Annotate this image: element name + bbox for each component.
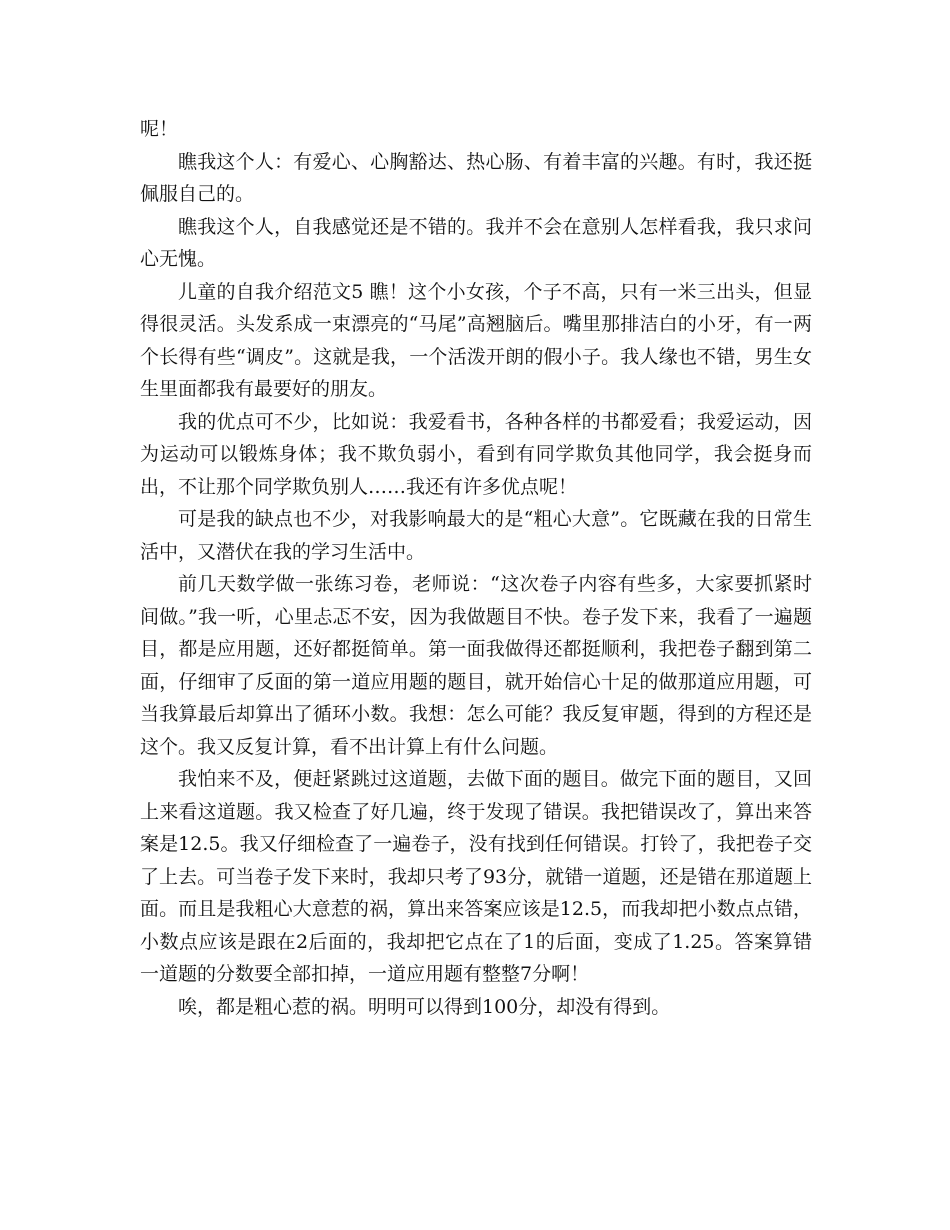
paragraph: 儿童的自我介绍范文5 瞧！这个小女孩，个子不高，只有一米三出头，但显得很灵活。头发系成一束漂亮的“马尾”高翘脑后。嘴里那排洁白的小牙，有一两个长得有些“调皮”。这就是我，一个活泼开朗的假小子。我人缘也不错，男生女生里面都我有最要好的朋友。 (140, 280, 812, 400)
paragraph: 呢！ (140, 118, 179, 140)
document-body (140, 113, 812, 1023)
paragraph: 我的优点可不少，比如说：我爱看书，各种各样的书都爱看；我爱运动，因为运动可以锻炼身体；我不欺负弱小，看到有同学欺负其他同学，我会挺身而出，不让那个同学欺负别人……我还有许多优点呢！ (140, 410, 812, 498)
paragraph: 前几天数学做一张练习卷，老师说：“这次卷子内容有些多，大家要抓紧时间做。”我一听，心里忐忑不安，因为我做题目不快。卷子发下来，我看了一遍题目，都是应用题，还好都挺简单。第一面我做得还都挺顺利，我把卷子翻到第二面，仔细审了反面的第一道应用题的题目，就开始信心十足的做那道应用题，可当我算最后却算出了循环小数。我想：怎么可能？我反复审题，得到的方程还是这个。我又反复计算，看不出计算上有什么问题。 (140, 573, 812, 758)
paragraph: 唉，都是粗心惹的祸。明明可以得到100分，却没有得到。 (178, 995, 671, 1018)
paragraph: 瞧我这个人，自我感觉还是不错的。我并不会在意别人怎样看我，我只求问心无愧。 (140, 215, 812, 270)
paragraph: 瞧我这个人：有爱心、心胸豁达、热心肠、有着丰富的兴趣。有时，我还挺佩服自己的。 (140, 150, 812, 205)
paragraph: 可是我的缺点也不少，对我影响最大的是“粗心大意”。它既藏在我的日常生活中，又潜伏在我的学习生活中。 (140, 508, 812, 563)
paragraph: 我怕来不及，便赶紧跳过这道题，去做下面的题目。做完下面的题目，又回上来看这道题。我又检查了好几遍，终于发现了错误。我把错误改了，算出来答案是12.5。我又仔细检查了一遍卷子，没有找到任何错误。打铃了，我把卷子交了上去。可当卷子发下来时，我却只考了93分，就错一道题，还是错在那道题上面。而且是我粗心大意惹的祸，算出来答案应该是12.5，而我却把小数点点错，小数点应该是跟在2后面的，我却把它点在了1的后面，变成了1.25。答案算错一道题的分数要全部扣掉，一道应用题有整整7分啊！ (140, 768, 812, 985)
